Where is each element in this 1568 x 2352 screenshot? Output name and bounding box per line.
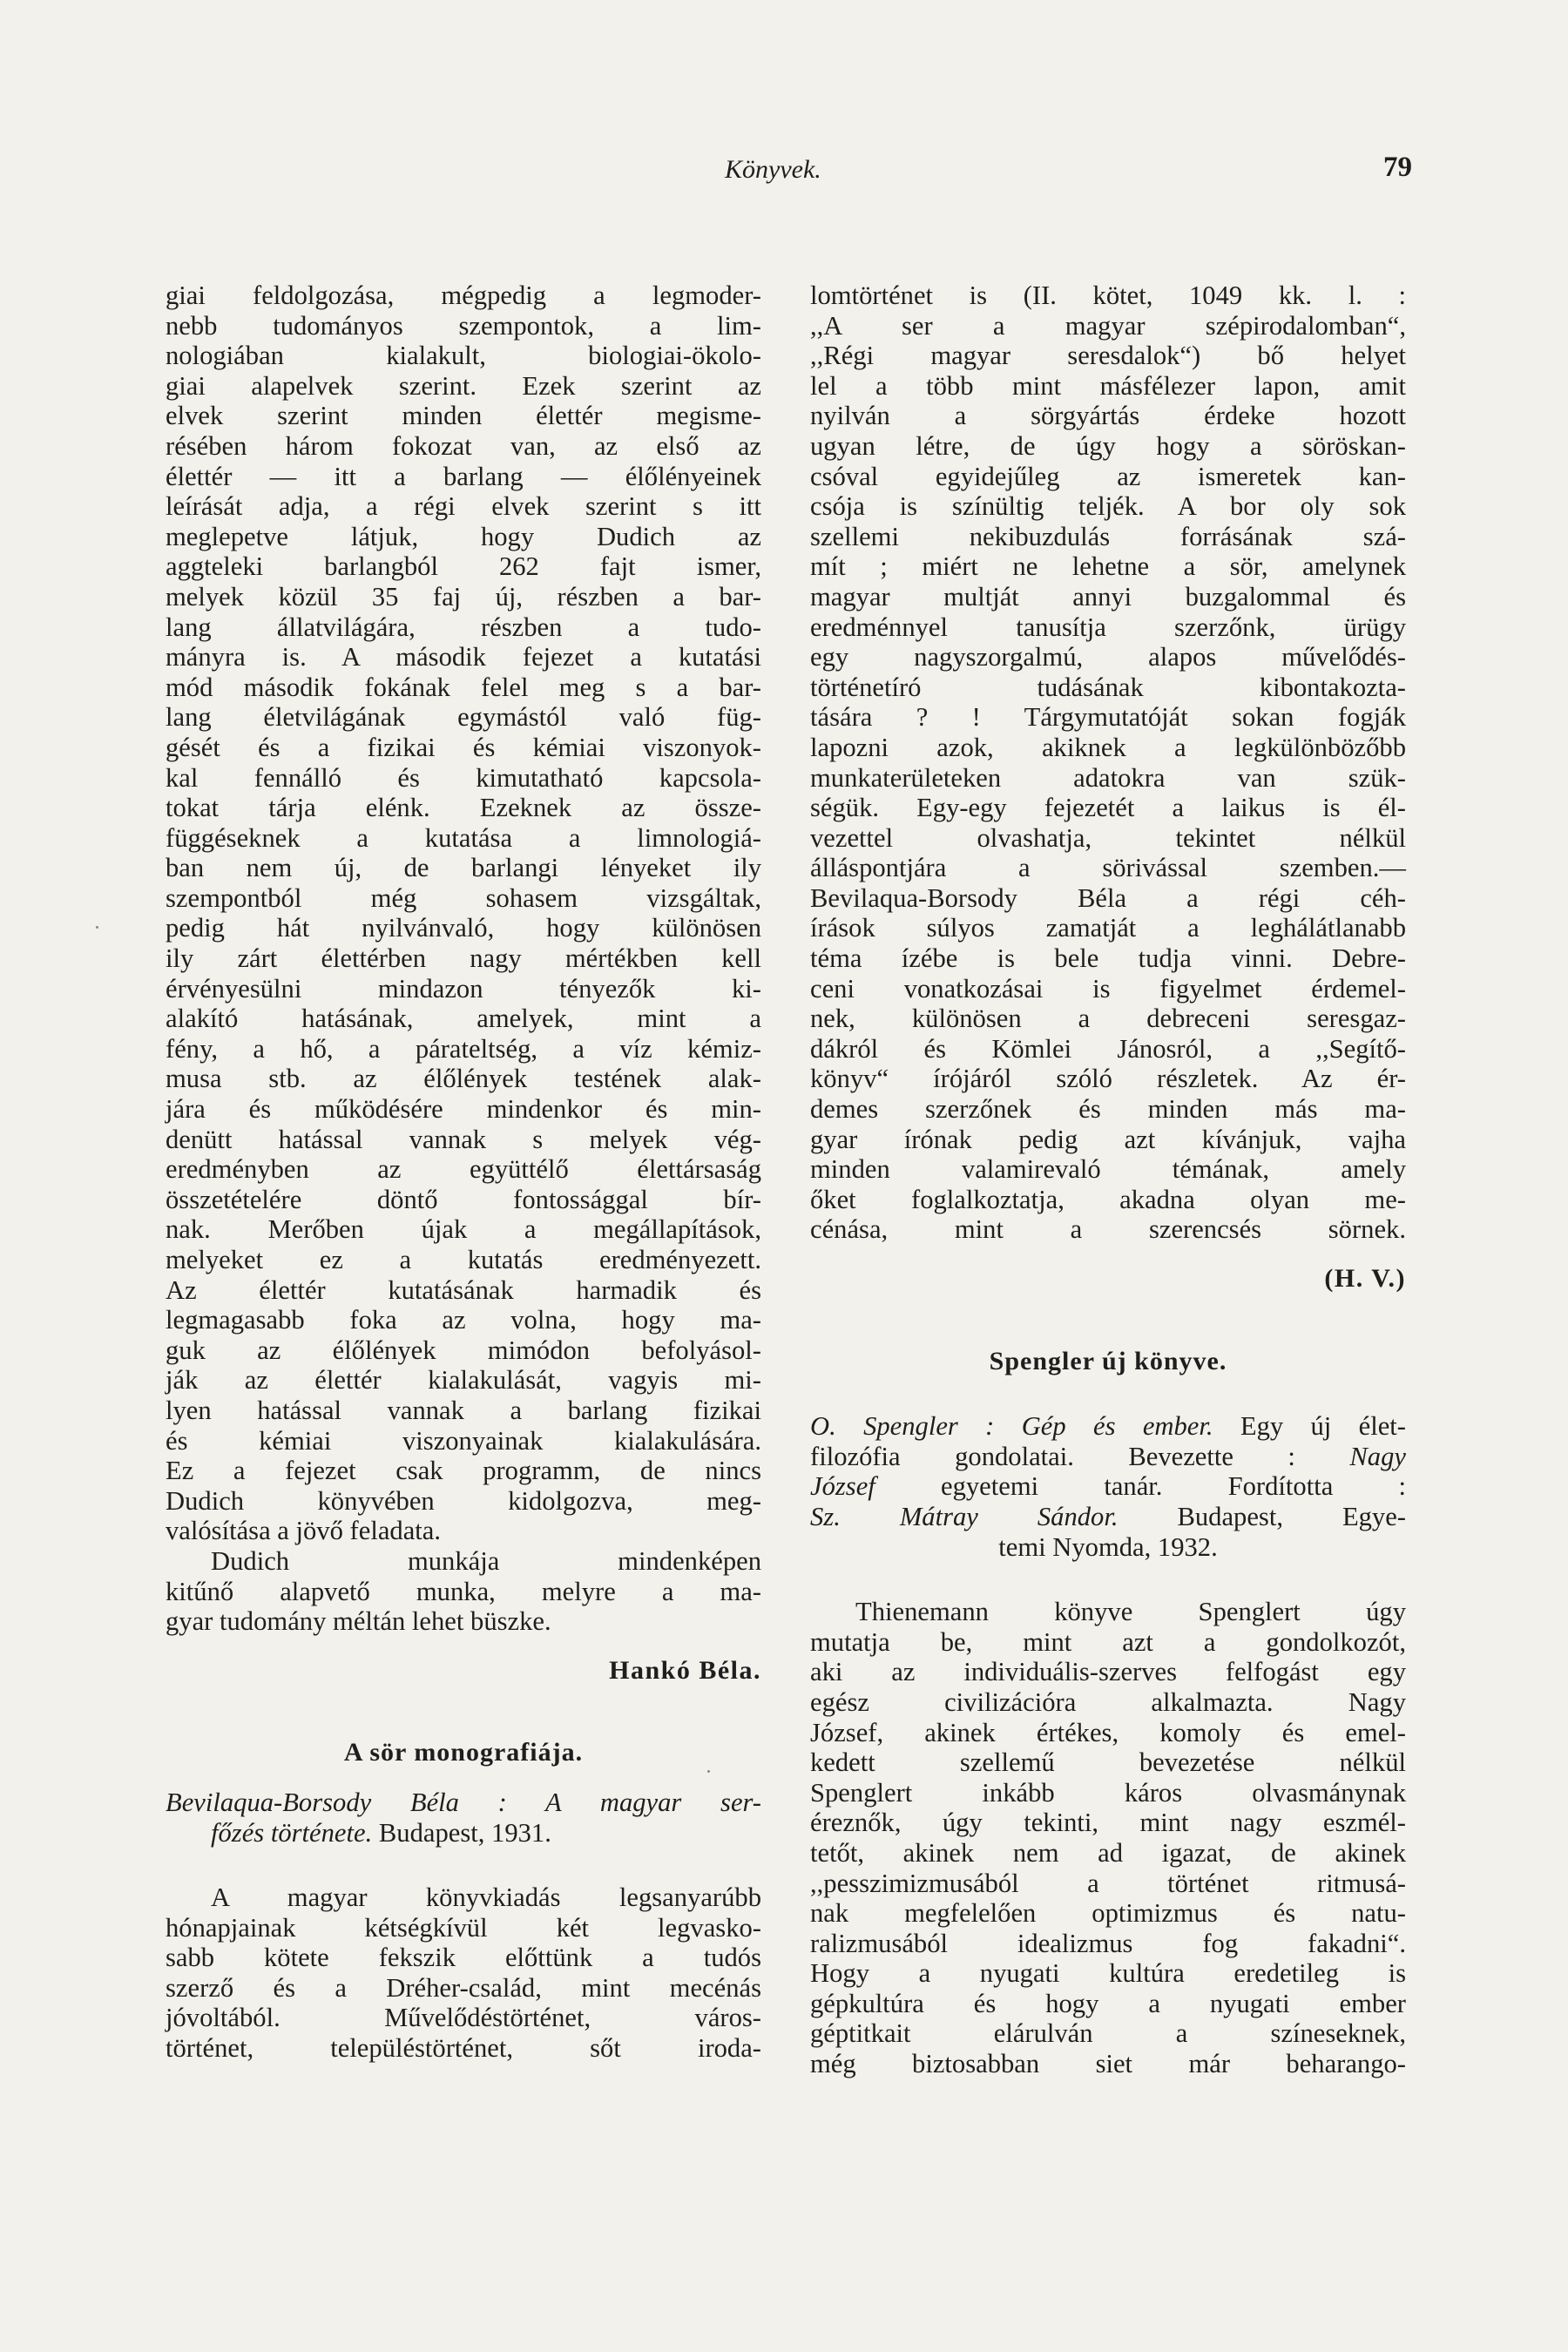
text-line: tokat tárja elénk. Ezeknek az össze- — [166, 793, 761, 823]
text-line: denütt hatással vannak s melyek vég- — [166, 1124, 761, 1154]
text-line: érvényesülni mindazon tényezők ki- — [166, 973, 761, 1004]
text-line: lel a több mint másfélezer lapon, amit — [810, 370, 1406, 401]
text-line: ségük. Egy-egy fejezetét a laikus is él- — [810, 793, 1406, 823]
citation-rest: Budapest, Egye- — [1118, 1501, 1406, 1531]
text-line: csója is színültig teljék. A bor oly sok — [810, 491, 1406, 522]
text-line: éreznők, úgy tekinti, mint nagy eszmél- — [810, 1808, 1406, 1838]
text-line: elvek szerint minden élettér megisme- — [166, 401, 761, 431]
italic-title: főzés története. — [211, 1817, 373, 1848]
text-line: alakító hatásának, amelyek, mint a — [166, 1004, 761, 1034]
text-line: ralizmusából idealizmus fog fakadni“. — [810, 1928, 1406, 1958]
text-line: őket foglalkoztatja, akadna olyan me- — [810, 1184, 1406, 1214]
text-line: Ez a fejezet csak programm, de nincs — [166, 1456, 761, 1486]
left-column — [166, 280, 761, 2064]
citation-rest: Budapest, 1931. — [372, 1817, 551, 1848]
text-line: ban nem új, de barlangi lényeket ily — [166, 853, 761, 883]
text-line: minden valamirevaló témának, amely — [810, 1154, 1406, 1185]
text-line: mód második fokának felel meg s a bar- — [166, 672, 761, 702]
text-line: még biztosabban siet már beharango- — [810, 2049, 1406, 2079]
text-line: álláspontjára a sörivással szemben.— — [810, 853, 1406, 883]
text-line: történetíró tudásának kibontakozta- — [810, 672, 1406, 702]
text-line: Hogy a nyugati kultúra eredetileg is — [810, 1958, 1406, 1989]
text-line: jára és működésére mindenkor és min- — [166, 1094, 761, 1125]
text-line: ugyan létre, de úgy hogy a söröskan- — [810, 430, 1406, 461]
text-line: írások súlyos zamatját a leghálátlanabb — [810, 913, 1406, 943]
text-line: élettér — itt a barlang — élőlényeinek — [166, 461, 761, 491]
text-line: cénása, mint a szerencsés sörnek. — [810, 1214, 1406, 1245]
text-line: nebb tudományos szempontok, a lim- — [166, 310, 761, 341]
text-line: jóvoltából. Művelődéstörténet, város- — [166, 2003, 761, 2033]
text-line: A magyar könyvkiadás legsanyarúbb — [211, 1882, 761, 1913]
text-line: téma ízébe is bele tudja vinni. Debre- — [810, 943, 1406, 974]
spacer — [810, 1294, 1406, 1347]
text-line: hónapjainak kétségkívül két legvasko- — [166, 1912, 761, 1943]
text-line: ,,Régi magyar seresdalok“) bő helyet — [810, 341, 1406, 371]
text-line: egy nagyszorgalmú, alapos művelődés- — [810, 642, 1406, 672]
paper-speck — [96, 926, 98, 929]
text-line: gépkultúra és hogy a nyugati ember — [810, 1988, 1406, 2018]
text-line: pedig hát nyilvánvaló, hogy különösen — [166, 913, 761, 943]
text-line: melyek közül 35 faj új, részben a bar- — [166, 581, 761, 612]
text-line: Dudich könyvében kidolgozva, meg- — [166, 1485, 761, 1516]
text-line: fény, a hő, a párateltség, a víz kémiz- — [166, 1033, 761, 1064]
text-line: nek, különösen a debreceni seresgaz- — [810, 1004, 1406, 1034]
right-column — [810, 280, 1406, 2079]
text-line: csóval egyidejűleg az ismeretek kan- — [810, 461, 1406, 491]
text-line: eredményben az együttélő élettársaság — [166, 1154, 761, 1185]
citation-rest: egyetemi tanár. Fordította : — [875, 1471, 1406, 1502]
text-line: gyar írónak pedig azt kívánjuk, vajha — [810, 1124, 1406, 1154]
spacer — [166, 1768, 761, 1788]
text-line: sabb kötete fekszik előttünk a tudós — [166, 1943, 761, 1973]
text-line: tására ? ! Tárgymutatóját sokan fogják — [810, 702, 1406, 733]
text-line: ,,pesszimizmusából a történet ritmusá- — [810, 1868, 1406, 1898]
citation-line — [810, 1442, 1406, 1472]
text-line: giai alapelvek szerint. Ezek szerint az — [166, 370, 761, 401]
italic-title: Sz. Mátray Sándor. — [810, 1501, 1119, 1531]
text-line: gését és a fizikai és kémiai viszonyok- — [166, 732, 761, 762]
text-line: résében három fokozat van, az első az — [166, 430, 761, 461]
text-line: József, akinek értékes, komoly és emel- — [810, 1717, 1406, 1747]
text-line: ily zárt élettérben nagy mértékben kell — [166, 943, 761, 974]
text-line: guk az élőlények mimódon befolyásol- — [166, 1335, 761, 1365]
text-line: mutatja be, mint azt a gondolkozót, — [810, 1626, 1406, 1657]
text-line: munkaterületeken adatokra van szük- — [810, 762, 1406, 793]
text-line: dákról és Kömlei Jánosról, a ,,Segítő- — [810, 1033, 1406, 1064]
text-line: Az élettér kutatásának harmadik és — [166, 1274, 761, 1305]
text-line: valósítása a jövő feladata. — [166, 1516, 442, 1546]
review-signature: (H. V.) — [1324, 1264, 1406, 1293]
section-heading: A sör monografiája. — [343, 1738, 584, 1767]
text-line: lyen hatással vannak a barlang fizikai — [166, 1395, 761, 1425]
text-line: könyv“ írójáról szóló részletek. Az ér- — [810, 1064, 1406, 1094]
page-number: 79 — [1383, 152, 1412, 183]
text-line: és kémiai viszonyainak kialakulására. — [166, 1425, 761, 1456]
text-line: kitűnő alapvető munka, melyre a ma- — [166, 1576, 761, 1606]
text-line: Thienemann könyve Spenglert úgy — [855, 1597, 1406, 1627]
citation-line — [810, 1502, 1406, 1532]
italic-name: Nagy — [1349, 1441, 1406, 1471]
text-line: lapozni azok, akiknek a legkülönbözőbb — [810, 732, 1406, 762]
section-heading: Spengler új könyve. — [989, 1346, 1227, 1375]
italic-title: O. Spengler : Gép és ember. — [810, 1411, 1213, 1442]
text-line: musa stb. az élőlények testének alak- — [166, 1064, 761, 1094]
text-line: giai feldolgozása, mégpedig a legmoder- — [166, 280, 761, 310]
text-line: mányra is. A második fejezet a kutatási — [166, 642, 761, 672]
text-line: mít ; miért ne lehetne a sör, amelynek — [810, 551, 1406, 582]
text-line: leírását adja, a régi elvek szerint s itt — [166, 491, 761, 522]
spacer — [810, 1376, 1406, 1411]
text-line: szerző és a Dréher-család, mint mecénás — [166, 1972, 761, 2003]
text-line: aggteleki barlangból 262 fajt ismer, — [166, 551, 761, 582]
text-line: Dudich munkája mindenképen — [211, 1545, 761, 1576]
text-line: kedett szellemű bevezetése nélkül — [810, 1747, 1406, 1778]
text-line: legmagasabb foka az volna, hogy ma- — [166, 1305, 761, 1335]
spacer — [810, 1245, 1406, 1264]
citation-line — [166, 1818, 761, 1848]
text-line: kal fennálló és kimutatható kapcsola- — [166, 762, 761, 793]
citation-rest: filozófia gondolatai. Bevezette : — [810, 1441, 1350, 1471]
text-line: szempontból még sohasem vizsgáltak, — [166, 882, 761, 913]
text-line: nyilván a sörgyártás érdeke hozott — [810, 401, 1406, 431]
text-line: összetételére döntő fontossággal bír- — [166, 1184, 761, 1214]
text-line: temi Nyomda, 1932. — [998, 1531, 1218, 1562]
spacer — [166, 1686, 761, 1738]
text-line: demes szerzőnek és minden más ma- — [810, 1094, 1406, 1125]
text-line: szellemi nekibuzdulás forrásának szá- — [810, 521, 1406, 551]
text-line: történet, településtörténet, sőt iroda- — [166, 2033, 761, 2064]
paper-speck — [707, 1770, 710, 1773]
header-title: Könyvek. — [725, 155, 821, 184]
text-line: Spenglert inkább káros olvasmánynak — [810, 1777, 1406, 1808]
text-line: egész civilizációra alkalmazta. Nagy — [810, 1686, 1406, 1717]
text-line: meglepetve látjuk, hogy Dudich az — [166, 521, 761, 551]
text-line: magyar multját annyi buzgalommal és — [810, 581, 1406, 612]
text-line: melyeket ez a kutatás eredményezett. — [166, 1245, 761, 1274]
text-line: ják az élettér kialakulását, vagyis mi- — [166, 1365, 761, 1396]
text-line: Bevilaqua-Borsody Béla a régi céh- — [810, 882, 1406, 913]
spacer — [810, 1562, 1406, 1597]
italic-title: József — [810, 1471, 875, 1502]
text-line: vezettel olvashatja, tekintet nélkül — [810, 822, 1406, 853]
citation-line — [810, 1411, 1406, 1442]
citation-rest: Egy új élet- — [1213, 1411, 1406, 1442]
text-line: függéseknek a kutatása a limnologiá- — [166, 822, 761, 853]
text-line: tetőt, akinek nem ad igazat, de akinek — [810, 1837, 1406, 1868]
text-line: nologiában kialakult, biologiai-ökolo- — [166, 341, 761, 371]
spacer — [166, 1848, 761, 1882]
review-signature: Hankó Béla. — [609, 1655, 761, 1685]
spacer — [166, 1637, 761, 1656]
text-line: nak megfelelően optimizmus és natu- — [810, 1898, 1406, 1929]
text-line: géptitkait elárulván a színeseknek, — [810, 2018, 1406, 2049]
text-line: nak. Merőben újak a megállapítások, — [166, 1214, 761, 1245]
text-line: lomtörténet is (II. kötet, 1049 kk. l. : — [810, 280, 1406, 310]
text-line: ceni vonatkozásai is figyelmet érdemel- — [810, 973, 1406, 1004]
text-line: eredménnyel tanusítja szerzőnk, ürügy — [810, 612, 1406, 642]
text-line: Bevilaqua-Borsody Béla : A magyar ser- — [166, 1787, 761, 1817]
running-head — [0, 152, 1568, 199]
text-line: lang életvilágának egymástól való füg- — [166, 702, 761, 733]
text-line: gyar tudomány méltán lehet büszke. — [166, 1606, 551, 1637]
text-line: ,,A ser a magyar szépirodalomban“, — [810, 310, 1406, 341]
text-line: lang állatvilágára, részben a tudo- — [166, 612, 761, 642]
citation-line — [810, 1471, 1406, 1502]
text-line: aki az individuális-szerves felfogást egy — [810, 1657, 1406, 1687]
